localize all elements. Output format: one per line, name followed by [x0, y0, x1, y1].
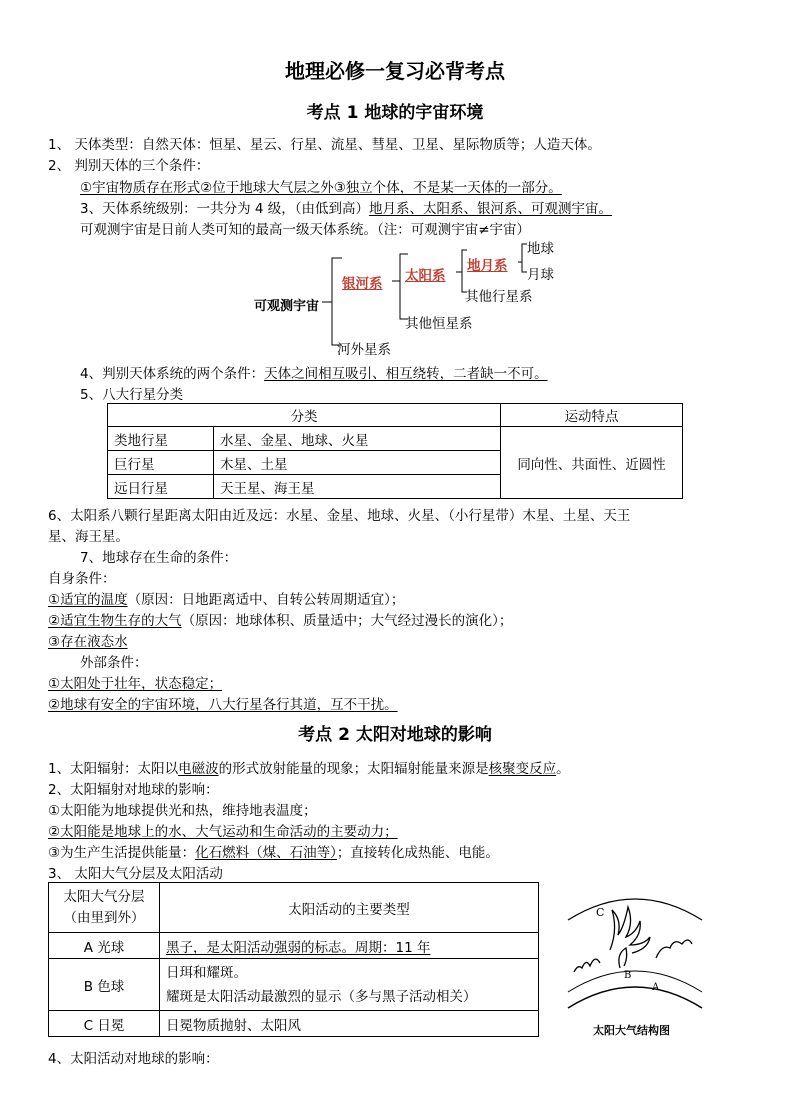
- s1-line8b: 星、海王星。: [48, 529, 129, 545]
- s1-line7: 5、八大行星分类: [80, 387, 184, 403]
- s1-line10: 自身条件：: [48, 571, 116, 587]
- s1-line2: 2、 判别天体的三个条件：: [48, 158, 210, 174]
- section1-heading: 考点 1 地球的宇宙环境: [306, 103, 484, 123]
- sun-row-activity: [160, 933, 539, 959]
- s1-line9: 7、地球存在生命的条件：: [80, 550, 238, 566]
- planet-table-h2: 运动特点: [501, 404, 683, 427]
- sun-table-h2: 太阳活动的主要类型: [160, 883, 539, 933]
- s2-line5-c: ；直接转化成热能、电能。: [336, 845, 499, 861]
- sun-table-h1a: 太阳大气分层: [63, 888, 145, 905]
- planet-row-members: 天王星、海王星: [214, 475, 501, 499]
- s1-line1: 1、 天体类型：自然天体：恒星、星云、行星、流星、彗星、卫星、星际物质等；人造天体。: [48, 137, 601, 153]
- tree-other-star: 其他恒星系: [405, 316, 473, 332]
- s1-line3: ①宇宙物质存在形式②位于地球大气层之外③独立个体，不是某一天体的一部分。: [80, 180, 562, 196]
- label-a: A: [652, 982, 660, 993]
- s2-line1-e: 。: [556, 761, 570, 777]
- s1-line4-a: 3、天体系统级别：一共分为 4 级，（由低到高）: [80, 201, 370, 217]
- label-b: B: [624, 970, 632, 981]
- tree-galaxy: 银河系: [342, 276, 383, 292]
- s2-line3: ①太阳能为地球提供光和热，维持地表温度；: [48, 803, 317, 819]
- s1-line11-a: ①适宜的温度: [48, 592, 128, 608]
- s1-line11: [48, 588, 404, 608]
- sun-row-activity: 日冕物质抛射、太阳风: [160, 1011, 539, 1037]
- tree-moon: 月球: [527, 267, 554, 283]
- label-c: C: [596, 906, 605, 919]
- s1-line15: ①太阳处于壮年，状态稳定；: [48, 676, 223, 692]
- s1-line6-a: 4、判别天体系统的两个条件：: [80, 366, 265, 382]
- s2-line1-d: 核聚变反应: [488, 761, 557, 777]
- s1-line16: ②地球有安全的宇宙环境，八大行星各行其道，互不干扰。: [48, 697, 398, 713]
- planet-row-type: 巨行星: [108, 451, 214, 475]
- s2-line4: ②太阳能是地球上的水、大气运动和生命活动的主要动力；: [48, 824, 398, 840]
- planet-table-h1: 分类: [108, 404, 501, 427]
- sun-row-activity: [160, 959, 539, 1011]
- sun-row-activity-text: 日珥和耀斑。: [166, 964, 247, 981]
- s2-line5-b: 化石燃料（煤、石油等）: [195, 845, 337, 861]
- prominence-sketch: [574, 907, 692, 972]
- s1-line12-a: ②适宜生物生存的大气: [48, 613, 182, 629]
- planet-table: [107, 403, 683, 499]
- sun-table-h1: [49, 883, 160, 933]
- s2-line1: [48, 757, 570, 777]
- tree-lines: [0, 0, 790, 400]
- sun-row-layer: A 光球: [49, 933, 160, 959]
- planet-row-type: 远日行星: [108, 475, 214, 499]
- s2-line7: 4、太阳活动对地球的影响：: [48, 1051, 219, 1067]
- planet-motion: 同向性、共面性、近圆性: [501, 427, 683, 499]
- figure-caption: 太阳大气结构图: [593, 1024, 670, 1037]
- s2-line5-a: ③为生产生活提供能量：: [48, 845, 196, 861]
- planet-row-members: 水星、金星、地球、火星: [214, 427, 501, 451]
- corona-boundary: [568, 899, 702, 920]
- s1-line11-b: （原因：日地距离适中、自转公转周期适宜）；: [127, 592, 405, 608]
- s1-line12: [48, 609, 512, 629]
- s2-line6: 3、 太阳大气分层及太阳活动: [48, 866, 223, 882]
- tree-other-planet: 其他行星系: [465, 289, 533, 305]
- page-title: 地理必修一复习必背考点: [285, 59, 505, 83]
- s2-line1-b: 电磁波: [178, 761, 219, 777]
- s1-line13: ③存在液态水: [48, 634, 128, 650]
- planet-row-members: 木星、土星: [214, 451, 501, 475]
- s1-line4-b: 地月系、太阳系、银河系、可观测宇宙。: [369, 201, 613, 217]
- sun-row-layer: C 日冕: [49, 1011, 160, 1037]
- sun-row-layer: B 色球: [49, 959, 160, 1011]
- s1-line12-b: （原因：地球体积、质量适中；大气经过漫长的演化）；: [181, 613, 513, 629]
- s2-line5: [48, 841, 499, 861]
- s1-line8a: 6、太阳系八颗行星距离太阳由近及远：水星、金星、地球、火星、（小行星带）木星、土星、天王: [48, 508, 631, 524]
- s2-line2: 2、太阳辐射对地球的影响：: [48, 782, 219, 798]
- s1-line6: [80, 362, 548, 382]
- sun-table-h1b: （由里到外）: [63, 909, 145, 926]
- planet-row-type: 类地行星: [108, 427, 214, 451]
- sun-table: [48, 882, 539, 1037]
- s1-line6-b: 天体之间相互吸引、相互绕转，二者缺一不可。: [264, 366, 548, 382]
- s1-line14: 外部条件：: [80, 655, 148, 671]
- section2-heading: 考点 2 太阳对地球的影响: [298, 725, 492, 745]
- sun-structure-figure: [560, 880, 710, 1020]
- sun-row-activity-text: 黑子，是太阳活动强弱的标志。周期：11 年: [166, 939, 431, 956]
- tree-root: 可观测宇宙: [254, 299, 320, 314]
- tree-earth-moon: 地月系: [467, 258, 508, 274]
- s2-line1-a: 1、太阳辐射：太阳以: [48, 761, 179, 777]
- s2-line1-c: 的形式放射能量的现象；太阳辐射能量来源是: [218, 761, 489, 777]
- tree-earth: 地球: [527, 241, 554, 257]
- tree-other-galaxy: 河外星系: [337, 342, 391, 358]
- sun-row-activity-text: 耀斑是太阳活动最激烈的显示（多与黑子活动相关）: [166, 988, 477, 1005]
- photosphere-boundary: [568, 987, 702, 1008]
- s1-line5: 可观测宇宙是日前人类可知的最高一级天体系统。（注：可观测宇宙≠宇宙）: [80, 222, 531, 238]
- tree-solar: 太阳系: [405, 268, 446, 284]
- chromosphere-boundary: [568, 971, 702, 992]
